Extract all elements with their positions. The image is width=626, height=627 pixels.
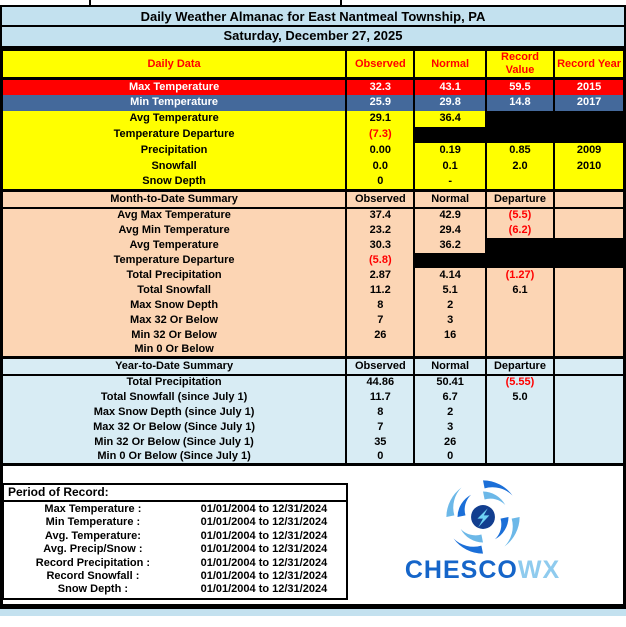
mtd-header-row <box>2 191 625 208</box>
blacked-out-cell <box>554 253 624 268</box>
cell-observed: 29.1 <box>346 111 414 127</box>
almanac-table <box>0 48 626 466</box>
hurricane-icon <box>435 474 531 560</box>
row-label: Avg Temperature <box>2 111 347 127</box>
cell-observed: 23.2 <box>346 223 414 238</box>
table-row-snow-depth <box>2 175 625 191</box>
cell-departure: 5.0 <box>486 390 554 405</box>
period-label: Max Temperature : <box>44 503 142 515</box>
cell-observed: 0 <box>346 450 414 465</box>
table-row-avg-temperature <box>2 111 625 127</box>
cell-normal: 4.14 <box>414 268 485 283</box>
period-value: 01/01/2004 to 12/31/2024 <box>200 583 328 596</box>
departure-header: Departure <box>486 191 554 208</box>
cell-observed: 11.7 <box>346 390 414 405</box>
cell-observed: (7.3) <box>346 127 414 143</box>
cell-observed: 8 <box>346 405 414 420</box>
row-label: Snowfall <box>2 159 347 175</box>
empty-cell <box>554 328 624 343</box>
cell-normal: 16 <box>414 328 485 343</box>
cell-observed: 8 <box>346 298 414 313</box>
cell-observed: 25.9 <box>346 95 414 111</box>
cell-normal: 36.2 <box>414 238 485 253</box>
cell-record-year: 2017 <box>554 95 624 111</box>
table-row-max-snow-depth-mtd <box>2 298 625 313</box>
cell-observed: 32.3 <box>346 79 414 95</box>
cell-normal: 43.1 <box>414 79 485 95</box>
top-edge-sliver <box>0 0 626 5</box>
departure-header: Departure <box>486 358 554 375</box>
period-of-record-box <box>2 483 348 600</box>
row-label: Min 0 Or Below (Since July 1) <box>2 450 347 465</box>
list-item <box>4 583 346 596</box>
list-item <box>4 557 346 570</box>
blacked-out-cell <box>486 111 554 127</box>
logo-text-primary: CHESCO <box>404 556 518 584</box>
table-row-max-temperature <box>2 79 625 95</box>
logo-text-secondary: WX <box>517 556 561 584</box>
cell-normal: 6.7 <box>414 390 485 405</box>
record-year-header: Record Year <box>554 50 624 79</box>
row-label: Avg Max Temperature <box>2 208 347 223</box>
cell-normal: 50.41 <box>414 375 485 390</box>
cell-normal: 3 <box>414 313 485 328</box>
cell-departure <box>486 435 554 450</box>
cell-departure: (1.27) <box>486 268 554 283</box>
cell-normal: 2 <box>414 298 485 313</box>
cell-record-year <box>554 175 624 191</box>
empty-header-cell <box>554 358 624 375</box>
cell-departure <box>486 343 554 358</box>
cell-border-remnant <box>340 0 342 5</box>
table-row-avg-temperature-mtd <box>2 238 625 253</box>
empty-cell <box>554 268 624 283</box>
empty-cell <box>554 208 624 223</box>
table-row-snowfall <box>2 159 625 175</box>
cell-observed: 2.87 <box>346 268 414 283</box>
row-label: Total Snowfall <box>2 283 347 298</box>
cell-normal: 2 <box>414 405 485 420</box>
chescowx-logo <box>375 474 590 582</box>
table-row-total-snowfall-mtd <box>2 283 625 298</box>
row-label: Max Snow Depth <box>2 298 347 313</box>
observed-header: Observed <box>346 50 414 79</box>
cell-record-year: 2015 <box>554 79 624 95</box>
empty-cell <box>554 223 624 238</box>
cell-normal: 3 <box>414 420 485 435</box>
period-label: Avg. Temperature: <box>44 529 141 542</box>
cell-observed: (5.8) <box>346 253 414 268</box>
date-banner: Saturday, December 27, 2025 <box>0 27 626 48</box>
blacked-out-cell <box>414 127 485 143</box>
row-label: Temperature Departure <box>2 253 347 268</box>
list-item <box>4 570 346 583</box>
empty-cell <box>554 405 624 420</box>
blacked-out-cell <box>414 253 485 268</box>
table-row-max-32-or-below-mtd <box>2 313 625 328</box>
record-value-header: Record Value <box>486 50 554 79</box>
page-title: Daily Weather Almanac for East Nantmeal Township, PA <box>0 5 626 27</box>
cell-observed: 37.4 <box>346 208 414 223</box>
empty-cell <box>554 298 624 313</box>
cell-observed: 44.86 <box>346 375 414 390</box>
row-label: Temperature Departure <box>2 127 347 143</box>
mtd-summary-header: Month-to-Date Summary <box>2 191 347 208</box>
table-row-total-snowfall-ytd <box>2 390 625 405</box>
cell-normal: 29.4 <box>414 223 485 238</box>
cell-normal <box>414 343 485 358</box>
table-row-max-snow-depth-ytd <box>2 405 625 420</box>
period-label: Record Snowfall : <box>46 569 140 582</box>
cell-observed: 11.2 <box>346 283 414 298</box>
blacked-out-cell <box>486 238 554 253</box>
period-label: Avg. Precip/Snow : <box>43 543 143 556</box>
row-label: Avg Temperature <box>2 238 347 253</box>
empty-cell <box>554 375 624 390</box>
list-item <box>4 516 346 529</box>
cell-border-remnant <box>89 0 91 5</box>
cell-departure <box>486 420 554 435</box>
table-row-min-32-or-below-mtd <box>2 328 625 343</box>
row-label: Precipitation <box>2 143 347 159</box>
list-item <box>4 530 346 543</box>
row-label: Min Temperature <box>2 95 347 111</box>
cell-record-value: 0.85 <box>486 143 554 159</box>
row-label: Total Precipitation <box>2 375 347 390</box>
observed-header: Observed <box>346 191 414 208</box>
row-label: Max Temperature <box>2 79 347 95</box>
empty-cell <box>554 283 624 298</box>
cell-normal: 0.19 <box>414 143 485 159</box>
empty-cell <box>554 450 624 465</box>
list-item <box>4 503 346 516</box>
normal-header: Normal <box>414 358 485 375</box>
cell-observed: 26 <box>346 328 414 343</box>
table-row-temperature-departure <box>2 127 625 143</box>
row-label: Max Snow Depth (since July 1) <box>2 405 347 420</box>
period-label: Snow Depth : <box>57 583 129 596</box>
cell-departure: (5.55) <box>486 375 554 390</box>
cell-departure: (5.5) <box>486 208 554 223</box>
cell-departure <box>486 298 554 313</box>
cell-record-year: 2010 <box>554 159 624 175</box>
period-label: Record Precipitation : <box>35 556 151 569</box>
row-label: Min 32 Or Below (Since July 1) <box>2 435 347 450</box>
blacked-out-cell <box>554 111 624 127</box>
list-item <box>4 543 346 556</box>
blacked-out-cell <box>554 238 624 253</box>
cell-departure: 6.1 <box>486 283 554 298</box>
row-label: Total Snowfall (since July 1) <box>2 390 347 405</box>
cell-normal: - <box>414 175 485 191</box>
empty-cell <box>554 390 624 405</box>
period-value: 01/01/2004 to 12/31/2024 <box>200 543 328 556</box>
empty-header-cell <box>554 191 624 208</box>
period-label: Min Temperature : <box>45 516 141 529</box>
cell-normal: 36.4 <box>414 111 485 127</box>
cell-observed: 7 <box>346 313 414 328</box>
row-label: Max 32 Or Below (Since July 1) <box>2 420 347 435</box>
cell-normal: 0.1 <box>414 159 485 175</box>
cell-normal: 5.1 <box>414 283 485 298</box>
blacked-out-cell <box>486 253 554 268</box>
row-label: Min 32 Or Below <box>2 328 347 343</box>
footer-region <box>0 466 626 607</box>
period-value: 01/01/2004 to 12/31/2024 <box>200 516 328 529</box>
cell-normal: 0 <box>414 450 485 465</box>
cell-departure <box>486 405 554 420</box>
cell-observed: 35 <box>346 435 414 450</box>
cell-record-year: 2009 <box>554 143 624 159</box>
row-label: Max 32 Or Below <box>2 313 347 328</box>
daily-data-header: Daily Data <box>2 50 347 79</box>
empty-cell <box>554 435 624 450</box>
cell-departure <box>486 328 554 343</box>
cell-normal: 26 <box>414 435 485 450</box>
cell-observed <box>346 343 414 358</box>
table-row-avg-max-temperature <box>2 208 625 223</box>
period-value: 01/01/2004 to 12/31/2024 <box>200 556 328 569</box>
table-row-max-32-or-below-ytd <box>2 420 625 435</box>
table-row-total-precipitation-ytd <box>2 375 625 390</box>
table-row-min-temperature <box>2 95 625 111</box>
empty-cell <box>554 420 624 435</box>
period-value: 01/01/2004 to 12/31/2024 <box>200 503 328 515</box>
row-label: Min 0 Or Below <box>2 343 347 358</box>
cell-observed: 7 <box>346 420 414 435</box>
table-row-min-0-or-below-mtd <box>2 343 625 358</box>
empty-cell <box>554 343 624 358</box>
cell-departure <box>486 450 554 465</box>
cell-record-value: 59.5 <box>486 79 554 95</box>
period-value: 01/01/2004 to 12/31/2024 <box>200 569 328 582</box>
cell-observed: 0.0 <box>346 159 414 175</box>
cell-departure <box>486 313 554 328</box>
normal-header: Normal <box>414 50 485 79</box>
cell-record-value <box>486 175 554 191</box>
row-label: Total Precipitation <box>2 268 347 283</box>
logo-wordmark <box>375 558 590 582</box>
table-row-min-32-or-below-ytd <box>2 435 625 450</box>
table-row-temperature-departure-mtd <box>2 253 625 268</box>
row-label: Avg Min Temperature <box>2 223 347 238</box>
cell-observed: 0.00 <box>346 143 414 159</box>
cell-departure: (6.2) <box>486 223 554 238</box>
table-row-avg-min-temperature <box>2 223 625 238</box>
daily-header-row <box>2 50 625 79</box>
table-row-total-precipitation-mtd <box>2 268 625 283</box>
bottom-edge-sliver <box>0 607 626 616</box>
cell-normal: 42.9 <box>414 208 485 223</box>
period-of-record-title: Period of Record: <box>2 483 348 502</box>
cell-record-value: 14.8 <box>486 95 554 111</box>
cell-observed: 0 <box>346 175 414 191</box>
cell-observed: 30.3 <box>346 238 414 253</box>
blacked-out-cell <box>554 127 624 143</box>
period-value: 01/01/2004 to 12/31/2024 <box>200 529 328 542</box>
row-label: Snow Depth <box>2 175 347 191</box>
normal-header: Normal <box>414 191 485 208</box>
cell-normal: 29.8 <box>414 95 485 111</box>
table-row-min-0-or-below-ytd <box>2 450 625 465</box>
period-of-record-list <box>2 502 348 600</box>
cell-record-value: 2.0 <box>486 159 554 175</box>
observed-header: Observed <box>346 358 414 375</box>
empty-cell <box>554 313 624 328</box>
blacked-out-cell <box>486 127 554 143</box>
table-row-precipitation <box>2 143 625 159</box>
ytd-summary-header: Year-to-Date Summary <box>2 358 347 375</box>
ytd-header-row <box>2 358 625 375</box>
